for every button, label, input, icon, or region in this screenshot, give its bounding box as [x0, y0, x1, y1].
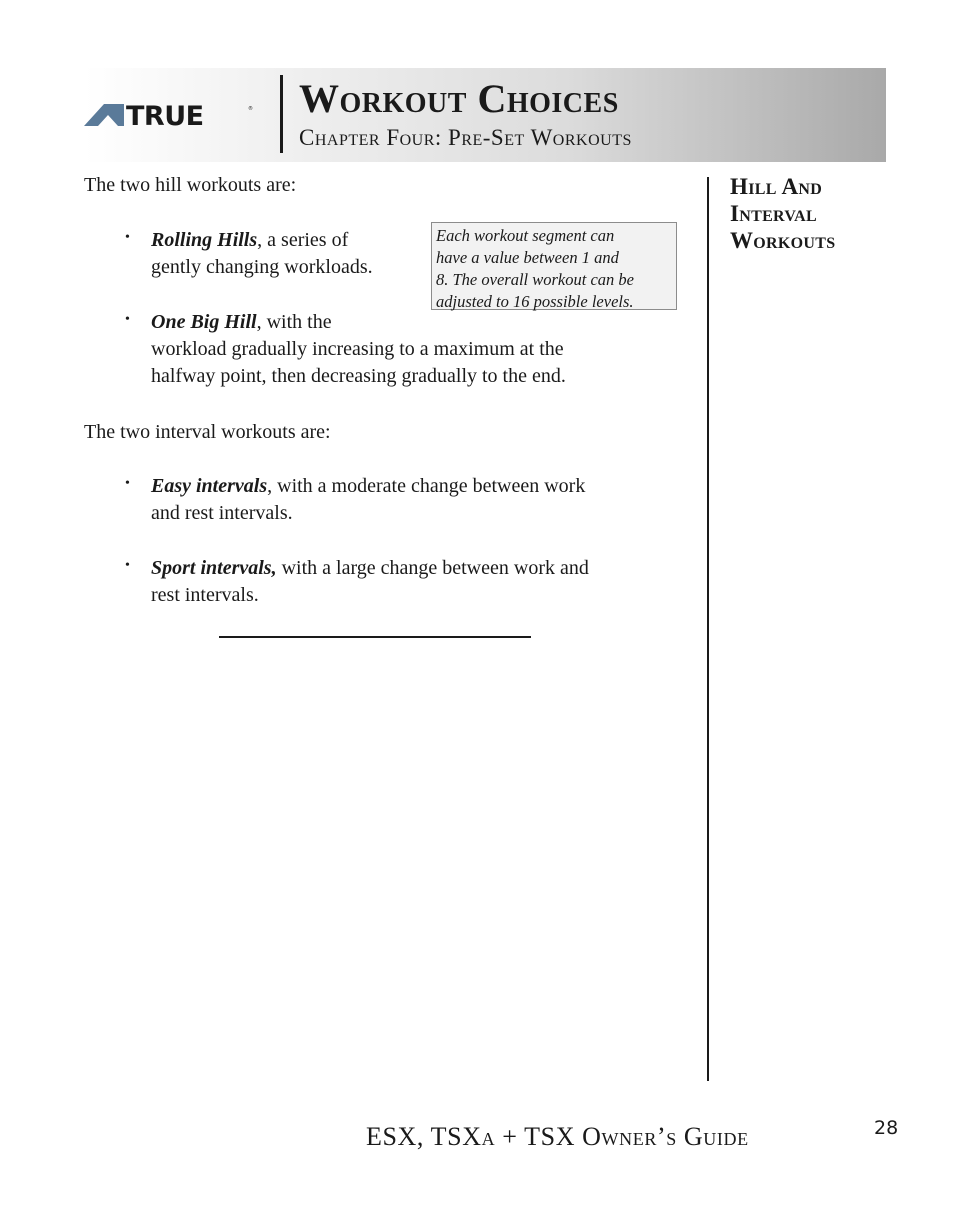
- list-item-easy-intervals: [151, 473, 701, 527]
- item-desc: workload gradually increasing to a maximum at the: [151, 338, 564, 360]
- hill-intro: The two hill workouts are:: [84, 174, 297, 196]
- header-divider: [280, 75, 283, 153]
- item-desc: , a series of: [257, 229, 349, 251]
- true-logo: [84, 102, 254, 128]
- logo-mark-icon: [84, 104, 124, 126]
- margin-heading-line: Hill And: [730, 174, 823, 199]
- page-subtitle: Chapter Four: Pre-Set Workouts: [299, 125, 632, 150]
- interval-intro: The two interval workouts are:: [84, 421, 331, 443]
- note-line: 8. The overall workout can be: [436, 270, 634, 289]
- logo-trademark-icon: ®: [248, 106, 253, 112]
- item-name: One Big Hill: [151, 311, 257, 333]
- footer-guide-title: ESX, TSXa + TSX Owner’s Guide: [366, 1122, 749, 1151]
- margin-heading-line: Workouts: [730, 228, 836, 253]
- item-desc: , with the: [256, 311, 332, 333]
- list-item-sport-intervals: [151, 555, 701, 609]
- item-name: Rolling Hills: [151, 229, 258, 251]
- item-desc: with a large change between work and: [276, 557, 589, 579]
- margin-heading-line: Interval: [730, 201, 817, 226]
- margin-heading: [730, 173, 890, 254]
- bullet-icon: •: [125, 476, 130, 491]
- bullet-icon: •: [125, 558, 130, 573]
- page-title: Workout Choices: [299, 76, 619, 121]
- note-box: [431, 222, 677, 310]
- page-number: 28: [874, 1117, 899, 1139]
- item-name: Sport intervals,: [151, 557, 277, 579]
- note-line: have a value between 1 and: [436, 248, 619, 267]
- list-item-one-big-hill: [151, 309, 691, 390]
- item-name: Easy intervals: [151, 475, 268, 497]
- section-end-rule: [219, 636, 531, 638]
- note-line: Each workout segment can: [436, 226, 615, 245]
- item-desc: gently changing workloads.: [151, 256, 373, 278]
- list-item-rolling-hills: [151, 227, 421, 281]
- item-desc: rest intervals.: [151, 584, 259, 606]
- item-desc: , with a moderate change between work: [267, 475, 586, 497]
- item-desc: and rest intervals.: [151, 502, 293, 524]
- item-desc: halfway point, then decreasing gradually to the end.: [151, 365, 566, 387]
- margin-divider: [707, 177, 709, 1081]
- bullet-icon: •: [125, 312, 130, 327]
- logo-text: TRUE: [126, 102, 204, 128]
- note-line: adjusted to 16 possible levels.: [436, 292, 634, 311]
- bullet-icon: •: [125, 230, 130, 245]
